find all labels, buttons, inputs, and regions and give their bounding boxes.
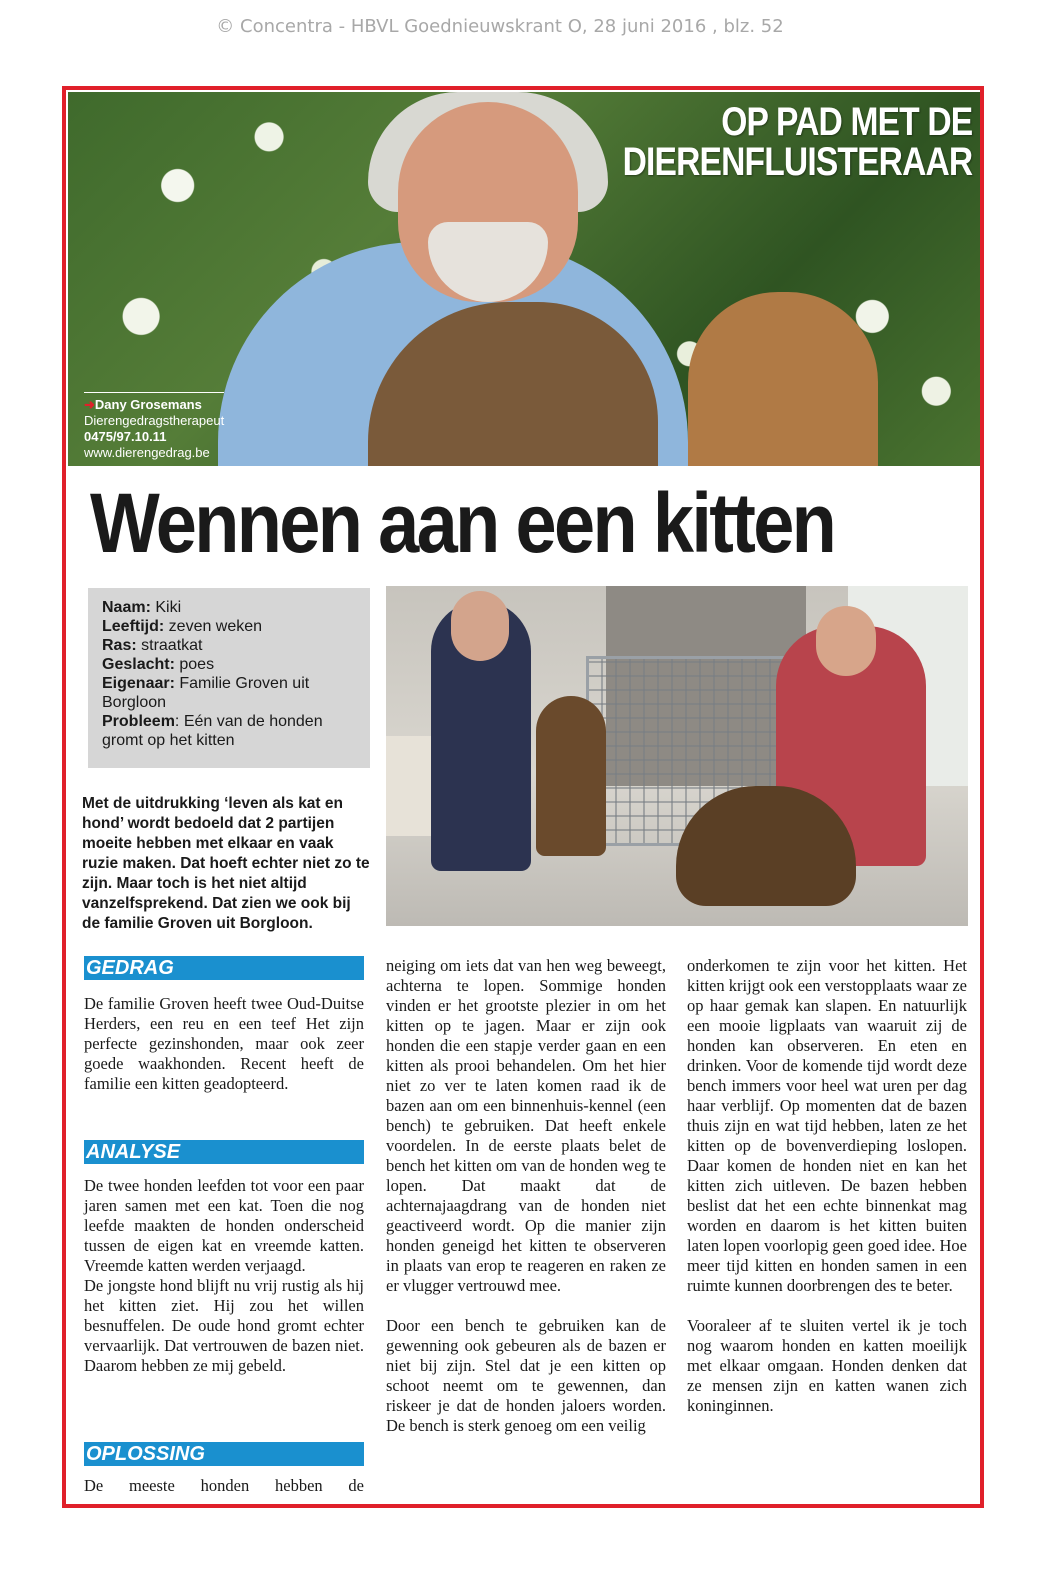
- article-photo: [386, 586, 968, 926]
- arrow-icon: ➜: [84, 397, 95, 412]
- section-text-gedrag: De familie Groven heeft twee Oud-Duitse Herders, een reu en een teef Het zijn perfecte gezinshonden, maar ook zeer goede waakhonden. Recent heeft de familie een kitten geadopteerd.: [84, 994, 364, 1093]
- fact-box: [88, 588, 370, 768]
- body-column-3: onderkomen te zijn voor het kitten. Het kitten krijgt ook een verstopplaats waar ze op haar gemak kan slapen. En natuurlijk een mooie ligplaats van waaruit zij de honden kan observeren. En eten en drinken. Voor de komende tijd wordt deze bench immers voor heel wat uren per dag haar verblijf. Op momenten dat de bazen thuis zijn en wat tijd hebben, laten ze het kitten op de bovenverdieping loslopen. Daar komen de honden niet en kan het kitten zich uitleven. De bazen hebben beslist dat het een echte binnenkat mag worden en daarom is het kitten buiten laten lopen voorlopig geen goed idee. Hoe meer tijd kitten en honden samen in een ruimte kunnen doorbrengen des te beter. Vooraleer af te sluiten vertel ik je toch nog waarom honden en katten moeilijk met elkaar omgaan. Honden denken dat ze mensen zijn en katten wanen zich koninginnen.: [687, 956, 967, 1415]
- author-website: www.dierengedrag.be: [84, 445, 210, 460]
- fact-row: Probleem: Eén van de honden gromt op het kitten: [102, 713, 323, 749]
- body-column-2: neiging om iets dat van hen weg beweegt, achterna te lopen. Sommige honden vinden er het grootste plezier in om het kitten op te jagen. Maar er zijn ook honden die een stapje verder gaan en een kitten als prooi behandelen. Om het hier niet zo ver te laten komen raad ik de bazen aan om een binnenhuis-kennel (een bench) te gebruiken. Dat heeft enkele voordelen. In de eerste plaats belet de bench het kitten om van de honden weg te lopen. Dat maakt dat de achternajaagdrang van de honden niet geactiveerd wordt. Op die manier zijn honden geneigd het kitten te observeren in plaats van erop te reageren en raken ze er vlugger vertrouwd mee. Door een bench te gebruiken kan de gewenning ook gebeuren als de bazen er niet bij zijn. Stel dat je een kitten op schoot neemt om te gewennen, dan riskeer je dat de honden jaloers worden. De bench is sterk genoeg om een veilig: [386, 956, 666, 1435]
- section-text-analyse: De twee honden leefden tot voor een paar jaren samen met een kat. Toen die nog leefde maakten de honden onderscheid tussen de eigen kat en vreemde katten. Vreemde katten werden verjaagd. De jongste hond blijft nu vrij rustig als hij het kitten ziet. Hij zou het willen besnuffelen. De oude hond gromt echter vervaarlijk. Dat vertrouwen de bazen niet. Daarom hebben ze mij gebeld.: [84, 1176, 364, 1375]
- section-title-analyse: ANALYSE: [84, 1140, 364, 1164]
- author-name: Dany Grosemans: [94, 397, 202, 412]
- fact-row: Leeftijd: zeven weken: [102, 618, 263, 635]
- author-phone: 0475/97.10.11: [84, 429, 167, 444]
- fact-row: Geslacht: poes: [102, 656, 215, 673]
- fact-row: Ras: straatkat: [102, 637, 203, 654]
- article-intro: Met de uitdrukking ‘leven als kat en hond’ wordt bedoeld dat 2 partijen moeite hebben met elkaar en vaak ruzie maken. Dat hoeft echter niet zo te zijn. Maar toch is het niet altijd vanzelfsprekend. Dat zien we ook bij de familie Groven uit Borgloon.: [82, 795, 370, 932]
- source-line: © Concentra - HBVL Goednieuwskrant O, 28 juni 2016 , blz. 52: [216, 16, 784, 37]
- fact-row: Eigenaar: Familie Groven uit Borgloon: [102, 675, 310, 711]
- section-text-oplossing: De meeste honden hebben de: [84, 1476, 364, 1495]
- section-title-oplossing: OPLOSSING: [84, 1442, 364, 1466]
- article-frame: [62, 86, 984, 1508]
- column-title: OP PAD MET DE DIERENFLUISTERAAR: [622, 100, 972, 184]
- section-title-gedrag: GEDRAG: [84, 956, 364, 980]
- author-credit: [84, 392, 224, 461]
- fact-row: Naam: Kiki: [102, 599, 182, 616]
- header-photo: [68, 92, 982, 466]
- author-role: Dierengedragstherapeut: [84, 413, 225, 428]
- article-headline: Wennen aan een kitten: [90, 476, 835, 570]
